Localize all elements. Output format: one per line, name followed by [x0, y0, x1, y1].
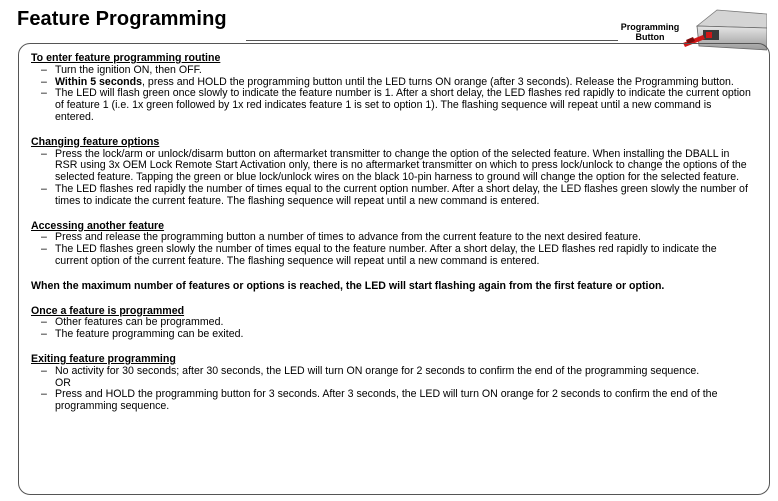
dash: – [41, 63, 47, 76]
list-item: – The LED flashes red rapidly the number of times equal to the current option number. After a short delay, the LED flashes green slowly the number of times to indicate the current feature. The flashing sequence will repeat until a new command is entered. [41, 182, 748, 207]
dash: – [41, 243, 47, 256]
list-item: – Press the lock/arm or unlock/disarm button on aftermarket transmitter to change the option of the selected feature. When installing the DBALL in RSR using 3x OEM Lock Remote Start Activation only, there is no aftermarket transmitter on which to press lock/unlock to change the options of the selected feature. Tapping the green or blue lock/unlock wires on the black 10-pin harness to ground will change the option for the selected feature. [41, 147, 747, 184]
dash: – [41, 87, 47, 100]
section-changing [31, 137, 751, 208]
list-item: – Turn the ignition ON, then OFF. [41, 63, 202, 76]
or-separator: OR [55, 376, 71, 389]
list-item: – The LED flashes green slowly the number of times equal to the feature number. After a short delay, the LED flashes red rapidly to indicate the current option of the current feature. The flashing sequence will repeat until a new command is entered. [41, 243, 717, 267]
dash: – [41, 75, 47, 88]
dash: – [41, 147, 47, 160]
section-heading: Exiting feature programming [31, 352, 176, 365]
device-button [706, 32, 712, 38]
dash: – [41, 316, 47, 329]
page-title: Feature Programming [17, 8, 227, 30]
programming-button-label [610, 22, 690, 42]
dash: – [41, 328, 47, 341]
dash: – [41, 388, 47, 401]
max-features-note: When the maximum number of features or options is reached, the LED will start flashing again from the first feature or option. [31, 279, 665, 292]
list-item: – The LED will flash green once slowly to indicate the feature number is 1. After a short delay, the LED flashes red rapidly to indicate the current option of feature 1 (i.e. 1x green followed by 1x red indicates feature 1 is set to option 1). The flashing sequence will repeat until a new command is entered. [41, 87, 751, 123]
dash: – [41, 182, 47, 195]
section-heading: To enter feature programming routine [31, 52, 221, 64]
section-programmed [31, 306, 751, 341]
label-line-1: Programming [620, 22, 680, 32]
dash: – [41, 364, 47, 377]
section-enter [31, 53, 751, 124]
section-heading: Once a feature is programmed [31, 304, 185, 317]
list-item: – Other features can be programmed. [41, 316, 224, 329]
section-exiting [31, 354, 751, 413]
label-line-2: Button [635, 32, 665, 42]
dash: – [41, 231, 47, 244]
section-accessing [31, 221, 751, 268]
list-item: – No activity for 30 seconds; after 30 seconds, the LED will turn ON orange for 2 seconds to confirm the end of the programming sequence. [41, 364, 700, 377]
list-item: – Within 5 seconds, press and HOLD the programming button until the LED turns ON orange (after 3 seconds). Release the Programming button. [41, 75, 734, 88]
section-heading: Changing feature options [31, 135, 160, 148]
section-heading: Accessing another feature [31, 219, 165, 232]
title-divider [246, 40, 618, 41]
device-top [697, 10, 767, 28]
list-item: – Press and release the programming button a number of times to advance from the current feature to the next desired feature. [41, 231, 641, 244]
list-item: – The feature programming can be exited. [41, 328, 244, 341]
list-item: – Press and HOLD the programming button for 3 seconds. After 3 seconds, the LED will turn ON orange for 2 seconds to confirm the end of the programming sequence. [41, 388, 718, 413]
instructions-body [31, 53, 751, 426]
